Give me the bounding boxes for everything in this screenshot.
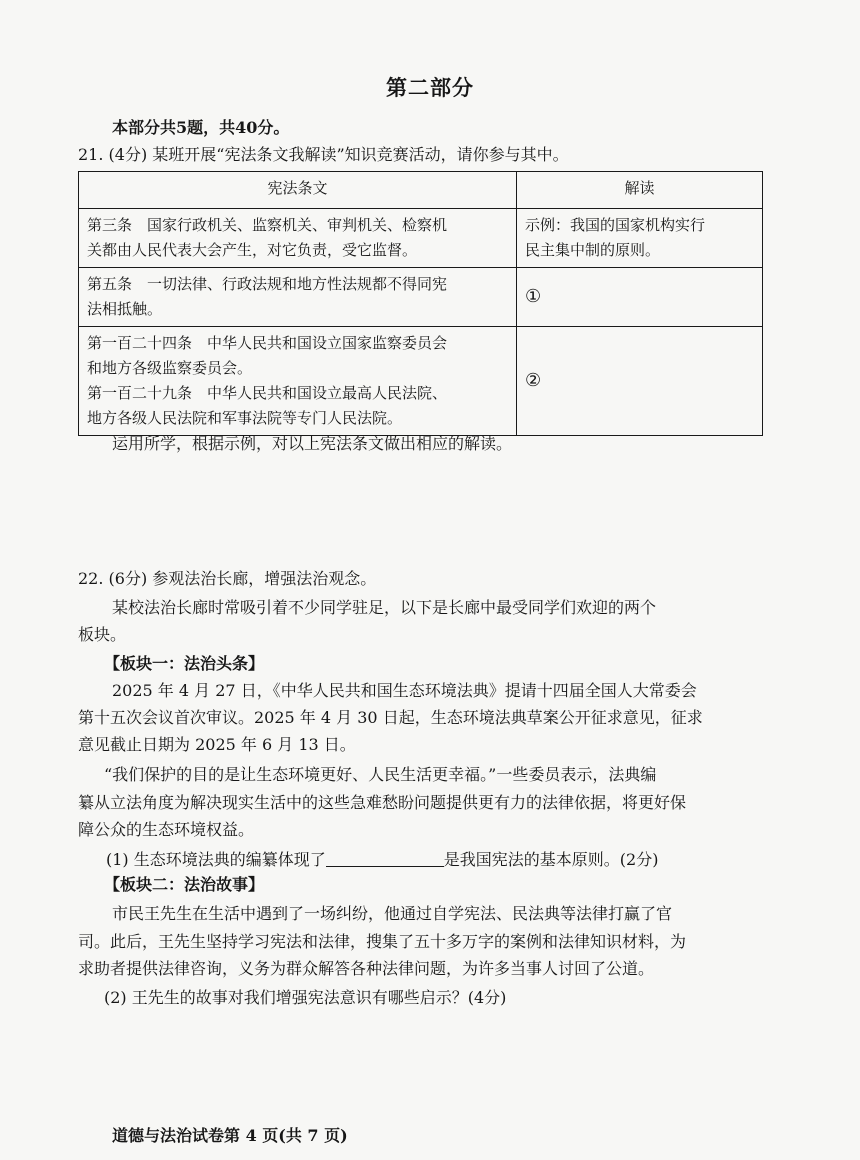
answer-cell-1[interactable] bbox=[517, 268, 763, 327]
table-row bbox=[79, 209, 763, 268]
article-line: 第一百二十九条 中华人民共和国设立最高人民法院、 bbox=[87, 384, 448, 402]
table-header-row bbox=[79, 172, 763, 209]
block1-text-line: 意见截止日期为 2025 年 6 月 13 日。 bbox=[78, 735, 356, 754]
constitution-table bbox=[78, 171, 763, 436]
q22-sub2: (2) 王先生的故事对我们增强宪法意识有哪些启示？(4分) bbox=[104, 988, 507, 1007]
block2-text-line: 司。此后，王先生坚持学习宪法和法律，搜集了五十多万字的案例和法律知识材料，为 bbox=[78, 932, 687, 951]
article-line: 和地方各级监察委员会。 bbox=[87, 359, 253, 377]
table-header-article: 宪法条文 bbox=[79, 172, 517, 209]
sub1-prefix: (1) 生态环境法典的编纂体现了 bbox=[106, 850, 326, 869]
interpretation-line: 民主集中制的原则。 bbox=[525, 241, 661, 259]
block1-text-line: 纂从立法角度为解决现实生活中的这些急难愁盼问题提供更有力的法律依据，将更好保 bbox=[78, 793, 687, 812]
article-line: 第一百二十四条 中华人民共和国设立国家监察委员会 bbox=[87, 334, 448, 352]
part-title: 第二部分 bbox=[386, 75, 474, 100]
interpretation-line: 示例：我国的国家机构实行 bbox=[525, 216, 706, 234]
block1-text-line: “我们保护的目的是让生态环境更好、人民生活更幸福。”一些委员表示，法典编 bbox=[104, 765, 657, 784]
table-header-interpretation: 解读 bbox=[517, 172, 763, 209]
article-cell bbox=[79, 268, 517, 327]
page-footer: 道德与法治试卷第 4 页(共 7 页) bbox=[112, 1126, 348, 1145]
article-line: 第五条 一切法律、行政法规和地方性法规都不得同宪 bbox=[87, 275, 448, 293]
article-cell bbox=[79, 209, 517, 268]
article-line: 关都由人民代表大会产生，对它负责，受它监督。 bbox=[87, 241, 418, 259]
block2-text-line: 求助者提供法律咨询，义务为群众解答各种法律问题，为许多当事人讨回了公道。 bbox=[78, 959, 655, 978]
q22-intro-line: 板块。 bbox=[78, 625, 127, 644]
interpretation-cell bbox=[517, 209, 763, 268]
sub1-suffix: 是我国宪法的基本原则。(2分) bbox=[443, 850, 659, 869]
block1-text-line: 第十五次会议首次审议。2025 年 4 月 30 日起，生态环境法典草案公开征求意见，征求 bbox=[78, 708, 703, 727]
block2-text-line: 市民王先生在生活中遇到了一场纠纷，他通过自学宪法、民法典等法律打赢了官 bbox=[112, 904, 673, 923]
sub1-answer-blank[interactable] bbox=[326, 850, 444, 867]
q22-stem: 22. (6分) 参观法治长廊，增强法治观念。 bbox=[78, 569, 377, 588]
article-line: 第三条 国家行政机关、监察机关、审判机关、检察机 bbox=[87, 216, 448, 234]
block1-text-line: 障公众的生态环境权益。 bbox=[78, 820, 255, 839]
answer-marker-2: ② bbox=[525, 370, 542, 391]
q22-sub1 bbox=[106, 849, 658, 871]
block1-title: 【板块一：法治头条】 bbox=[104, 654, 265, 673]
table-row bbox=[79, 268, 763, 327]
q22-intro-line: 某校法治长廊时常吸引着不少同学驻足，以下是长廊中最受同学们欢迎的两个 bbox=[112, 598, 657, 617]
article-cell bbox=[79, 327, 517, 436]
block1-text-line: 2025 年 4 月 27 日，《中华人民共和国生态环境法典》提请十四届全国人大常委会 bbox=[112, 681, 697, 700]
q21-stem: 21. (4分) 某班开展“宪法条文我解读”知识竞赛活动，请你参与其中。 bbox=[78, 145, 569, 164]
answer-marker-1: ① bbox=[525, 286, 542, 307]
table-row bbox=[79, 327, 763, 436]
part-note: 本部分共5题，共40分。 bbox=[112, 118, 290, 137]
article-line: 法相抵触。 bbox=[87, 300, 163, 318]
block2-title: 【板块二：法治故事】 bbox=[104, 875, 265, 894]
answer-cell-2[interactable] bbox=[517, 327, 763, 436]
article-line: 地方各级人民法院和军事法院等专门人民法院。 bbox=[87, 409, 403, 427]
q21-instruction: 运用所学，根据示例，对以上宪法条文做出相应的解读。 bbox=[112, 434, 513, 453]
